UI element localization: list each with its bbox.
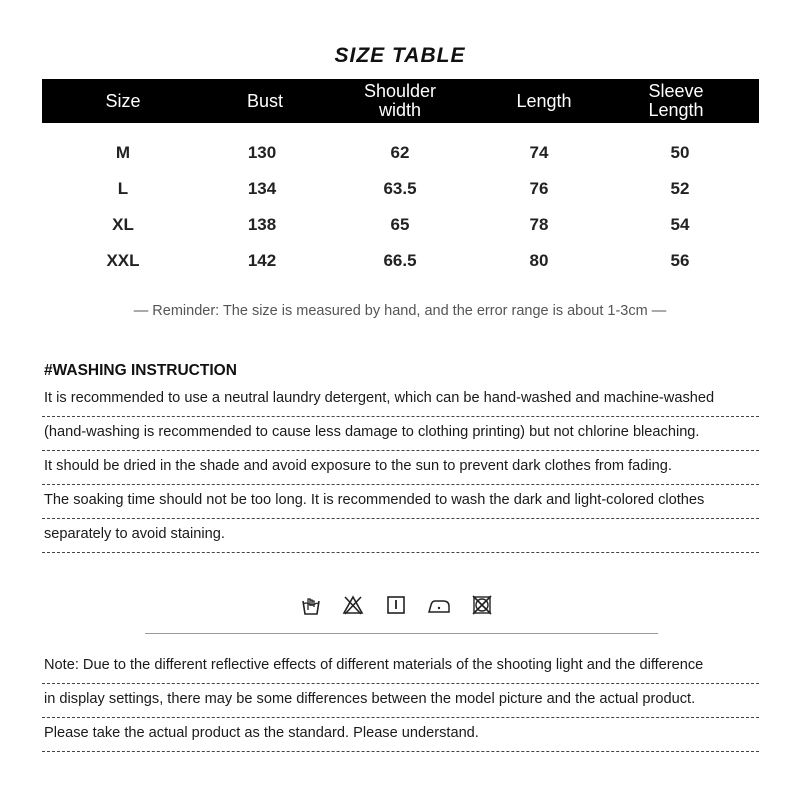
header-length: Length: [516, 90, 572, 111]
size-row-l: [42, 174, 759, 204]
no-tumble-dry-icon: [471, 593, 493, 617]
header-shoulder-width-label: Shoulder width: [363, 81, 437, 120]
cell-bust: 142: [247, 251, 277, 270]
cell-sleeve: 50: [670, 143, 690, 162]
low-iron-icon: [428, 593, 450, 617]
washing-line: It should be dried in the shade and avoid exposure to the sun to prevent dark clothes from fading.: [42, 452, 759, 485]
cell-size: XL: [112, 215, 134, 234]
cell-shoulder: 65: [390, 215, 410, 234]
note-line: in display settings, there may be some differences between the model picture and the actual product.: [42, 685, 759, 718]
header-size: Size: [105, 90, 141, 111]
hand-wash-icon: [300, 593, 322, 617]
washing-line: The soaking time should not be too long. It is recommended to wash the dark and light-colored clothes: [42, 486, 759, 519]
size-reminder: — Reminder: The size is measured by hand, and the error range is about 1-3cm —: [133, 303, 667, 319]
cell-size: XXL: [106, 251, 140, 270]
cell-length: 74: [529, 143, 549, 162]
cell-bust: 130: [247, 143, 277, 162]
cell-shoulder: 62: [390, 143, 410, 162]
washing-line: It is recommended to use a neutral laundry detergent, which can be hand-washed and machine-washed: [42, 384, 759, 417]
no-bleach-icon: [342, 593, 364, 617]
cell-bust: 134: [247, 179, 277, 198]
drip-dry-icon: [385, 593, 407, 617]
washing-line: separately to avoid staining.: [42, 520, 759, 553]
cell-size: L: [117, 179, 129, 198]
size-table-header: [42, 79, 759, 123]
header-shoulder-width: [330, 79, 470, 123]
size-row-xl: [42, 210, 759, 240]
cell-length: 78: [529, 215, 549, 234]
header-sleeve-length: [606, 79, 746, 123]
cell-length: 76: [529, 179, 549, 198]
cell-sleeve: 54: [670, 215, 690, 234]
cell-length: 80: [529, 251, 549, 270]
washing-line: (hand-washing is recommended to cause less damage to clothing printing) but not chlorine bleaching.: [42, 418, 759, 451]
cell-shoulder: 63.5: [383, 179, 417, 198]
header-sleeve-length-label: Sleeve Length: [648, 81, 704, 120]
header-bust: Bust: [246, 90, 284, 111]
section-divider: [145, 633, 658, 634]
cell-sleeve: 56: [670, 251, 690, 270]
note-line: Please take the actual product as the standard. Please understand.: [42, 719, 759, 752]
size-row-m: [42, 138, 759, 168]
care-icons: [296, 593, 496, 619]
cell-shoulder: 66.5: [383, 251, 417, 270]
size-table-title: SIZE TABLE: [334, 44, 466, 67]
cell-size: M: [115, 143, 131, 162]
note-line: Note: Due to the different reflective effects of different materials of the shooting light and the difference: [42, 651, 759, 684]
washing-title: #WASHING INSTRUCTION: [44, 362, 237, 379]
size-row-xxl: [42, 246, 759, 276]
cell-bust: 138: [247, 215, 277, 234]
cell-sleeve: 52: [670, 179, 690, 198]
